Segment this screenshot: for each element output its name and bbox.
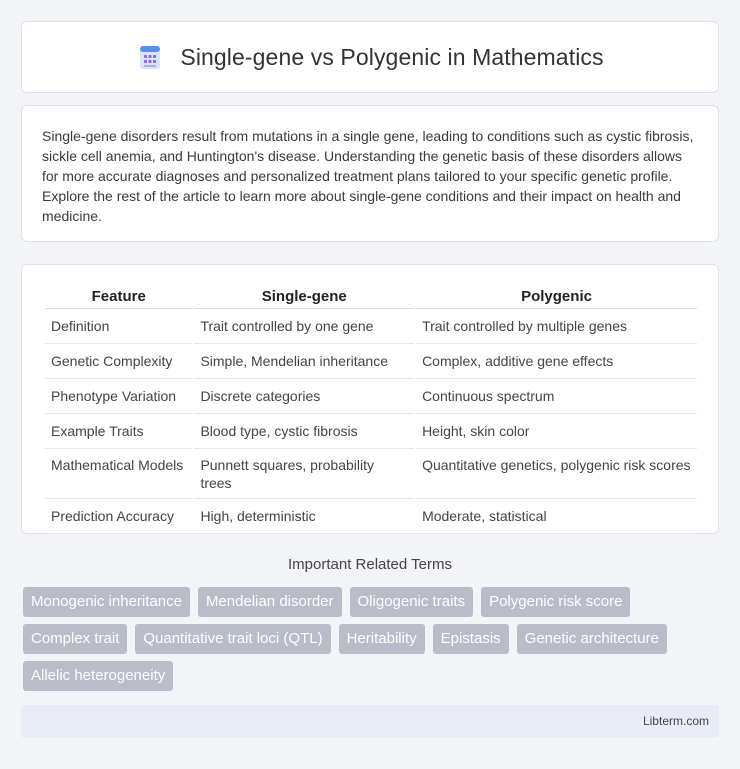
table-cell: Trait controlled by multiple genes xyxy=(416,309,697,344)
table-cell: Simple, Mendelian inheritance xyxy=(194,344,414,379)
header-card xyxy=(21,21,719,93)
table-row xyxy=(45,499,697,534)
table-cell: Blood type, cystic fibrosis xyxy=(194,414,414,449)
table-row xyxy=(45,449,697,499)
tag-allelic-heterogeneity[interactable]: Allelic heterogeneity xyxy=(23,661,173,691)
tag-heritability[interactable]: Heritability xyxy=(339,624,425,654)
table-cell: High, deterministic xyxy=(194,499,414,534)
table-row xyxy=(45,309,697,344)
table-row xyxy=(45,344,697,379)
tag-polygenic-risk-score[interactable]: Polygenic risk score xyxy=(481,587,630,617)
related-terms-tags xyxy=(21,578,719,691)
table-cell: Discrete categories xyxy=(194,379,414,414)
related-terms-section xyxy=(21,552,719,691)
comparison-table-card xyxy=(21,264,719,534)
table-cell: Punnett squares, probability trees xyxy=(194,449,414,499)
table-cell: Complex, additive gene effects xyxy=(416,344,697,379)
table-header-row xyxy=(45,287,697,309)
table-cell: Moderate, statistical xyxy=(416,499,697,534)
table-cell: Phenotype Variation xyxy=(45,379,192,414)
table-cell: Definition xyxy=(45,309,192,344)
table-cell: Quantitative genetics, polygenic risk scores xyxy=(416,449,697,499)
tag-monogenic-inheritance[interactable]: Monogenic inheritance xyxy=(23,587,190,617)
column-header: Feature xyxy=(45,287,192,309)
related-terms-title: Important Related Terms xyxy=(288,556,452,573)
table-row xyxy=(45,414,697,449)
document-icon xyxy=(136,43,164,71)
comparison-table xyxy=(43,287,699,534)
column-header: Single-gene xyxy=(194,287,414,309)
footer xyxy=(21,705,719,738)
intro-paragraph: Single-gene disorders result from mutations in a single gene, leading to conditions such as cystic fibrosis, sickle cell anemia, and Huntington's disease. Understanding the genetic basis of these disorders allows for more accurate diagnoses and personalized treatment plans tailored to your specific genetic profile. Explore the rest of the article to learn more about single-gene conditions and their impact on health and medicine. xyxy=(42,128,694,224)
header xyxy=(136,43,603,71)
intro-card xyxy=(21,105,719,242)
table-cell: Continuous spectrum xyxy=(416,379,697,414)
column-header: Polygenic xyxy=(416,287,697,309)
tag-epistasis[interactable]: Epistasis xyxy=(433,624,509,654)
table-cell: Trait controlled by one gene xyxy=(194,309,414,344)
footer-brand-link[interactable]: Libterm.com xyxy=(642,714,709,728)
table-cell: Prediction Accuracy xyxy=(45,499,192,534)
tag-oligogenic-traits[interactable]: Oligogenic traits xyxy=(350,587,474,617)
table-cell: Mathematical Models xyxy=(45,449,192,499)
table-cell: Genetic Complexity xyxy=(45,344,192,379)
tag-mendelian-disorder[interactable]: Mendelian disorder xyxy=(198,587,342,617)
tag-quantitative-trait-loci[interactable]: Quantitative trait loci (QTL) xyxy=(135,624,330,654)
table-cell: Height, skin color xyxy=(416,414,697,449)
tag-genetic-architecture[interactable]: Genetic architecture xyxy=(517,624,667,654)
tag-complex-trait[interactable]: Complex trait xyxy=(23,624,127,654)
table-cell: Example Traits xyxy=(45,414,192,449)
table-row xyxy=(45,379,697,414)
page-title: Single-gene vs Polygenic in Mathematics xyxy=(180,43,604,70)
